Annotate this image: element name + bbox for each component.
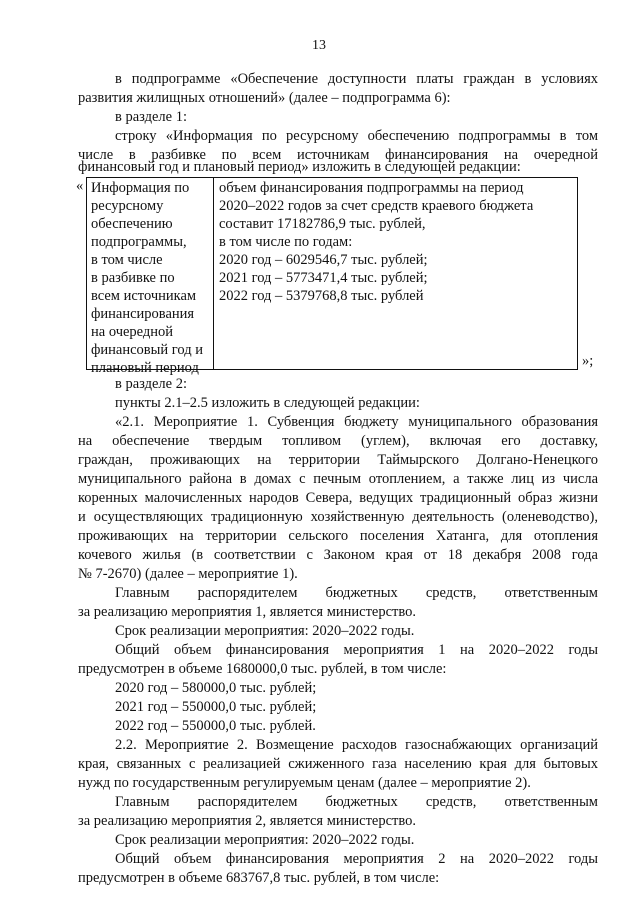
body-line: и осуществляющих традиционную хозяйственную деятельность (оленеводство), <box>78 509 598 525</box>
body-line: за реализацию мероприятия 1, является министерство. <box>78 604 417 620</box>
body-line: 2021 год – 550000,0 тыс. рублей; <box>115 699 317 715</box>
body-line: проживающих на территории сельского поселения Хатанга, для отопления <box>78 528 598 544</box>
body-line: Срок реализации мероприятия: 2020–2022 годы. <box>115 832 415 848</box>
right-cell-line: 2020 год – 6029546,7 тыс. рублей; <box>219 252 428 268</box>
right-cell-line: 2022 год – 5379768,8 тыс. рублей <box>219 288 424 304</box>
left-cell-line: плановый период <box>91 360 199 376</box>
body-line: № 7-2670) (далее – мероприятие 1). <box>78 566 298 582</box>
right-cell-line: 2021 год – 5773471,4 тыс. рублей; <box>219 270 428 286</box>
intro-line: строку «Информация по ресурсному обеспечению подпрограммы в том <box>115 128 598 144</box>
body-line: предусмотрен в объеме 683767,8 тыс. рублей, в том числе: <box>78 870 440 886</box>
left-cell-line: ресурсному <box>91 198 164 214</box>
body-line: 2.2. Мероприятие 2. Возмещение расходов газоснабжающих организаций <box>115 737 598 753</box>
body-line: Общий объем финансирования мероприятия 2 на 2020–2022 годы <box>115 851 598 867</box>
body-line: муниципального района в домах с печным отоплением, а также лиц из числа <box>78 471 598 487</box>
left-cell-line: в том числе <box>91 252 163 268</box>
left-cell-line: в разбивке по <box>91 270 175 286</box>
body-line: Главным распорядителем бюджетных средств, ответственным <box>115 585 598 601</box>
body-line: в разделе 2: <box>115 376 188 392</box>
body-line: пункты 2.1–2.5 изложить в следующей редакции: <box>115 395 420 411</box>
table-column-divider <box>213 178 214 369</box>
body-line: предусмотрен в объеме 1680000,0 тыс. рублей, в том числе: <box>78 661 447 677</box>
body-line: 2022 год – 550000,0 тыс. рублей. <box>115 718 316 734</box>
body-line: за реализацию мероприятия 2, является министерство. <box>78 813 417 829</box>
right-cell-line: 2020–2022 годов за счет средств краевого бюджета <box>219 198 534 214</box>
left-cell-line: обеспечению <box>91 216 173 232</box>
right-cell-line: объем финансирования подпрограммы на период <box>219 180 524 196</box>
intro-line: в подпрограмме «Обеспечение доступности платы граждан в условиях <box>115 71 598 87</box>
page-number: 13 <box>312 38 326 53</box>
body-line: «2.1. Мероприятие 1. Субвенция бюджету муниципального образования <box>115 414 598 430</box>
body-line: коренных малочисленных народов Севера, ведущих традиционный образ жизни <box>78 490 598 506</box>
body-line: края, связанных с реализацией сжиженного газа населению края для бытовых <box>78 756 598 772</box>
body-line: Общий объем финансирования мероприятия 1 на 2020–2022 годы <box>115 642 598 658</box>
intro-line: развития жилищных отношений» (далее – подпрограмма 6): <box>78 90 451 106</box>
left-cell-line: всем источникам <box>91 288 197 304</box>
left-cell-line: на очередной <box>91 324 174 340</box>
left-cell-line: финансовый год и <box>91 342 203 358</box>
body-line: на обеспечение твердым топливом (углем), включая его доставку, <box>78 433 598 449</box>
body-line: 2020 год – 580000,0 тыс. рублей; <box>115 680 317 696</box>
right-cell-line: составит 17182786,9 тыс. рублей, <box>219 216 426 232</box>
intro-line: в разделе 1: <box>115 109 188 125</box>
body-line: нужд по государственным регулируемым ценам (далее – мероприятие 2). <box>78 775 531 791</box>
table-right-cell <box>219 179 575 305</box>
intro-line: финансовый год и плановый период» изложить в следующей редакции: <box>78 159 521 175</box>
left-cell-line: подпрограммы, <box>91 234 187 250</box>
body-line: Главным распорядителем бюджетных средств, ответственным <box>115 794 598 810</box>
table-close-quote: »; <box>582 353 594 369</box>
table-open-quote: « <box>76 178 84 194</box>
body-line: Срок реализации мероприятия: 2020–2022 годы. <box>115 623 415 639</box>
body-line: кочевого жилья (в соответствии с Законом края от 18 декабря 2008 года <box>78 547 598 563</box>
resource-table <box>86 177 578 376</box>
left-cell-line: финансирования <box>91 306 195 322</box>
body-line: граждан, проживающих на территории Таймырского Долгано-Ненецкого <box>78 452 598 468</box>
table-left-cell <box>91 179 211 377</box>
right-cell-line: в том числе по годам: <box>219 234 353 250</box>
left-cell-line: Информация по <box>91 180 190 196</box>
intro-line: числе в разбивке по всем источникам финансирования на очередной <box>78 147 598 163</box>
